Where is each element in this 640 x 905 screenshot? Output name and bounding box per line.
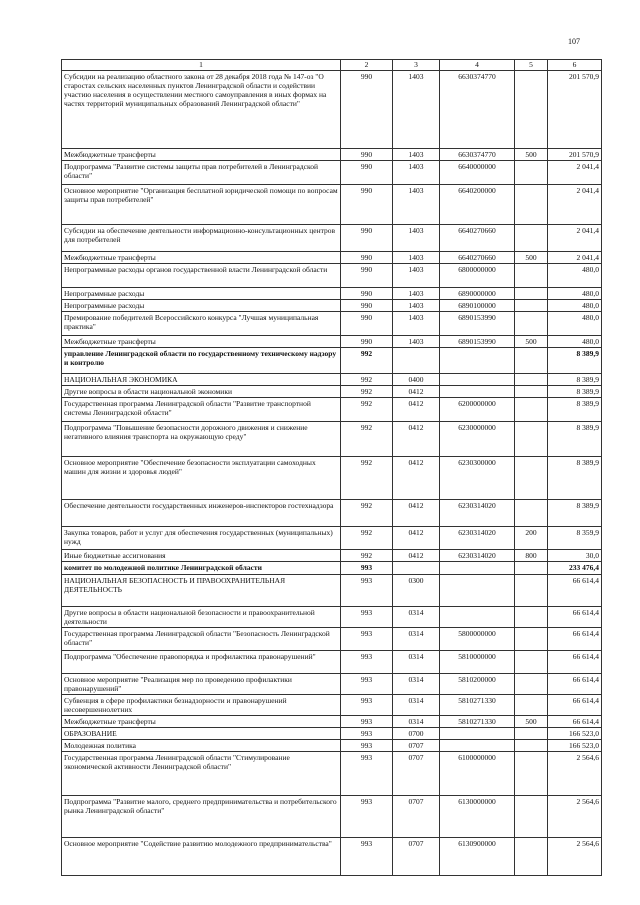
row-expense-type	[515, 348, 548, 374]
budget-table	[61, 59, 602, 876]
row-amount: 8 389,9	[548, 422, 602, 457]
row-target-code: 6230000000	[440, 422, 515, 457]
row-target-code: 6640270660	[440, 225, 515, 252]
table-row	[62, 796, 602, 838]
row-name: Подпрограмма "Развитие малого, среднего предпринимательства и потребительского рынка Ленинградской области"	[62, 796, 341, 838]
row-ministry-code: 993	[341, 740, 393, 752]
row-ministry-code: 990	[341, 252, 393, 264]
row-name: Государственная программа Ленинградской области "Стимулирование экономической активности Ленинградской области"	[62, 752, 341, 796]
row-target-code	[440, 607, 515, 628]
row-section-code: 0412	[393, 457, 440, 500]
row-expense-type	[515, 838, 548, 876]
table-row	[62, 740, 602, 752]
row-section-code	[393, 562, 440, 575]
row-target-code	[440, 348, 515, 374]
row-amount: 233 476,4	[548, 562, 602, 575]
row-ministry-code: 993	[341, 838, 393, 876]
row-target-code: 6640200000	[440, 185, 515, 225]
row-expense-type	[515, 674, 548, 695]
row-amount: 8 389,9	[548, 500, 602, 527]
row-ministry-code: 993	[341, 674, 393, 695]
row-name: Закупка товаров, работ и услуг для обеспечения государственных (муниципальных) нужд	[62, 527, 341, 550]
row-name: Субвенция в сфере профилактики безнадзорности и правонарушений несовершеннолетних	[62, 695, 341, 716]
row-section-code: 1403	[393, 71, 440, 149]
table-row	[62, 422, 602, 457]
table-row	[62, 374, 602, 386]
row-amount: 8 389,9	[548, 374, 602, 386]
row-section-code	[393, 348, 440, 374]
row-name: Непрограммные расходы	[62, 300, 341, 312]
row-expense-type	[515, 386, 548, 398]
table-row	[62, 628, 602, 651]
table-row	[62, 575, 602, 607]
row-section-code: 0707	[393, 740, 440, 752]
table-row	[62, 185, 602, 225]
table-row	[62, 752, 602, 796]
row-target-code: 6100000000	[440, 752, 515, 796]
row-amount: 66 614,4	[548, 575, 602, 607]
row-amount: 2 564,6	[548, 796, 602, 838]
row-amount: 2 041,4	[548, 185, 602, 225]
row-expense-type	[515, 161, 548, 185]
row-ministry-code: 993	[341, 716, 393, 728]
row-section-code: 1403	[393, 264, 440, 288]
row-name: Премирование победителей Всероссийского конкурса "Лучшая муниципальная практика"	[62, 312, 341, 336]
row-expense-type	[515, 575, 548, 607]
row-name: НАЦИОНАЛЬНАЯ ЭКОНОМИКА	[62, 374, 341, 386]
row-target-code: 6890000000	[440, 288, 515, 300]
row-name: Субсидии на реализацию областного закона от 28 декабря 2018 года № 147-оз "О старостах сельских населенных пунктов Ленинградской области и содействии участию населения в осуществлении местного самоуправления в иных формах на частях территорий муниципальных образований Ленинградской области"	[62, 71, 341, 149]
col-header-target: 4	[440, 60, 515, 71]
table-row	[62, 674, 602, 695]
row-name: НАЦИОНАЛЬНАЯ БЕЗОПАСНОСТЬ И ПРАВООХРАНИТЕЛЬНАЯ ДЕЯТЕЛЬНОСТЬ	[62, 575, 341, 607]
row-ministry-code: 993	[341, 607, 393, 628]
row-target-code: 6630374770	[440, 149, 515, 161]
table-row	[62, 71, 602, 149]
table-row	[62, 225, 602, 252]
row-expense-type	[515, 185, 548, 225]
row-name: Непрограммные расходы	[62, 288, 341, 300]
row-amount: 66 614,4	[548, 695, 602, 716]
row-section-code: 1403	[393, 336, 440, 348]
row-expense-type	[515, 796, 548, 838]
row-section-code: 0412	[393, 527, 440, 550]
row-name: Обеспечение деятельности государственных инженеров-инспекторов гостехнадзора	[62, 500, 341, 527]
row-ministry-code: 990	[341, 336, 393, 348]
row-expense-type	[515, 300, 548, 312]
row-name: Субсидии на обеспечение деятельности информационно-консультационных центров для потребителей	[62, 225, 341, 252]
row-amount: 2 041,4	[548, 252, 602, 264]
table-row	[62, 336, 602, 348]
row-section-code: 0412	[393, 550, 440, 562]
row-name: Молодежная политика	[62, 740, 341, 752]
row-name: Основное мероприятие "Содействие развитию молодежного предпринимательства"	[62, 838, 341, 876]
row-expense-type	[515, 264, 548, 288]
row-ministry-code: 993	[341, 695, 393, 716]
row-target-code: 6640270660	[440, 252, 515, 264]
col-header-ministry: 2	[341, 60, 393, 71]
table-row	[62, 300, 602, 312]
row-expense-type	[515, 695, 548, 716]
row-target-code: 5810271330	[440, 695, 515, 716]
col-header-expense-type: 5	[515, 60, 548, 71]
row-expense-type	[515, 225, 548, 252]
row-ministry-code: 992	[341, 457, 393, 500]
row-name: управление Ленинградской области по государственному техническому надзору и контролю	[62, 348, 341, 374]
row-expense-type: 500	[515, 336, 548, 348]
table-row	[62, 838, 602, 876]
row-section-code: 1403	[393, 161, 440, 185]
row-target-code	[440, 374, 515, 386]
row-name: Государственная программа Ленинградской области "Развитие транспортной системы Ленинградской области"	[62, 398, 341, 422]
row-section-code: 0314	[393, 674, 440, 695]
row-target-code: 6890153990	[440, 336, 515, 348]
table-row	[62, 728, 602, 740]
table-row	[62, 716, 602, 728]
row-section-code: 1403	[393, 149, 440, 161]
row-target-code: 6230314020	[440, 500, 515, 527]
row-section-code: 1403	[393, 225, 440, 252]
row-expense-type	[515, 457, 548, 500]
row-ministry-code: 992	[341, 348, 393, 374]
table-row	[62, 312, 602, 336]
row-section-code: 0700	[393, 728, 440, 740]
row-expense-type	[515, 71, 548, 149]
row-target-code	[440, 562, 515, 575]
row-amount: 8 389,9	[548, 398, 602, 422]
row-name: Государственная программа Ленинградской области "Безопасность Ленинградской области"	[62, 628, 341, 651]
row-ministry-code: 993	[341, 575, 393, 607]
row-target-code: 6130000000	[440, 796, 515, 838]
row-name: Межбюджетные трансферты	[62, 716, 341, 728]
row-amount: 166 523,0	[548, 728, 602, 740]
row-name: Основное мероприятие "Организация бесплатной юридической помощи по вопросам защиты прав потребителей"	[62, 185, 341, 225]
table-row	[62, 500, 602, 527]
row-ministry-code: 993	[341, 752, 393, 796]
row-amount: 480,0	[548, 288, 602, 300]
row-target-code	[440, 575, 515, 607]
row-section-code: 0412	[393, 422, 440, 457]
row-name: ОБРАЗОВАНИЕ	[62, 728, 341, 740]
row-amount: 8 389,9	[548, 386, 602, 398]
row-section-code: 0707	[393, 752, 440, 796]
row-amount: 201 570,9	[548, 149, 602, 161]
row-target-code: 6800000000	[440, 264, 515, 288]
table-row	[62, 398, 602, 422]
row-expense-type	[515, 752, 548, 796]
row-expense-type	[515, 500, 548, 527]
row-expense-type	[515, 607, 548, 628]
row-name: Межбюджетные трансферты	[62, 149, 341, 161]
row-amount: 480,0	[548, 300, 602, 312]
row-section-code: 0314	[393, 651, 440, 674]
row-section-code: 0707	[393, 838, 440, 876]
row-name: Непрограммные расходы органов государственной власти Ленинградской области	[62, 264, 341, 288]
row-expense-type	[515, 374, 548, 386]
table-row	[62, 149, 602, 161]
row-amount: 2 564,6	[548, 752, 602, 796]
row-ministry-code: 993	[341, 628, 393, 651]
row-section-code: 1403	[393, 288, 440, 300]
row-ministry-code: 992	[341, 550, 393, 562]
table-row	[62, 695, 602, 716]
row-ministry-code: 992	[341, 527, 393, 550]
row-name: Межбюджетные трансферты	[62, 336, 341, 348]
row-expense-type: 500	[515, 716, 548, 728]
row-expense-type	[515, 651, 548, 674]
row-amount: 66 614,4	[548, 651, 602, 674]
row-section-code: 0412	[393, 398, 440, 422]
row-ministry-code: 992	[341, 386, 393, 398]
row-amount: 480,0	[548, 264, 602, 288]
row-target-code	[440, 386, 515, 398]
row-amount: 8 389,9	[548, 348, 602, 374]
row-target-code: 6200000000	[440, 398, 515, 422]
row-expense-type	[515, 422, 548, 457]
row-ministry-code: 993	[341, 651, 393, 674]
row-target-code: 5810271330	[440, 716, 515, 728]
col-header-amount: 6	[548, 60, 602, 71]
row-expense-type: 500	[515, 252, 548, 264]
row-section-code: 0314	[393, 716, 440, 728]
row-section-code: 0300	[393, 575, 440, 607]
row-target-code: 6230300000	[440, 457, 515, 500]
row-amount: 8 359,9	[548, 527, 602, 550]
row-name: комитет по молодежной политике Ленинградской области	[62, 562, 341, 575]
row-amount: 66 614,4	[548, 628, 602, 651]
row-ministry-code: 992	[341, 398, 393, 422]
row-section-code: 0707	[393, 796, 440, 838]
row-amount: 2 564,6	[548, 838, 602, 876]
row-ministry-code: 992	[341, 374, 393, 386]
row-target-code: 5800000000	[440, 628, 515, 651]
row-target-code: 6230314020	[440, 527, 515, 550]
row-ministry-code: 993	[341, 796, 393, 838]
row-amount: 66 614,4	[548, 607, 602, 628]
table-row	[62, 386, 602, 398]
row-name: Подпрограмма "Повышение безопасности дорожного движения и снижение негативного влияния транспорта на окружающую среду"	[62, 422, 341, 457]
row-name: Другие вопросы в области национальной безопасности и правоохранительной деятельности	[62, 607, 341, 628]
row-target-code: 6890153990	[440, 312, 515, 336]
row-name: Подпрограмма "Обеспечение правопорядка и профилактика правонарушений"	[62, 651, 341, 674]
row-target-code: 6630374770	[440, 71, 515, 149]
row-amount: 30,0	[548, 550, 602, 562]
table-row	[62, 607, 602, 628]
row-name: Иные бюджетные ассигнования	[62, 550, 341, 562]
row-target-code: 6230314020	[440, 550, 515, 562]
row-amount: 166 523,0	[548, 740, 602, 752]
row-ministry-code: 990	[341, 288, 393, 300]
row-ministry-code: 992	[341, 422, 393, 457]
table-row	[62, 527, 602, 550]
row-name: Основное мероприятие "Обеспечение безопасности эксплуатации самоходных машин для жизни и здоровья людей"	[62, 457, 341, 500]
row-ministry-code: 990	[341, 161, 393, 185]
row-expense-type	[515, 740, 548, 752]
row-section-code: 0314	[393, 628, 440, 651]
table-row	[62, 348, 602, 374]
row-target-code	[440, 740, 515, 752]
col-header-name: 1	[62, 60, 341, 71]
row-ministry-code: 990	[341, 300, 393, 312]
col-header-section: 3	[393, 60, 440, 71]
row-name: Основное мероприятие "Реализация мер по проведению профилактики правонарушений"	[62, 674, 341, 695]
row-target-code	[440, 728, 515, 740]
row-expense-type: 200	[515, 527, 548, 550]
row-ministry-code: 990	[341, 225, 393, 252]
row-section-code: 0412	[393, 500, 440, 527]
row-amount: 480,0	[548, 336, 602, 348]
page-number: 107	[568, 37, 580, 46]
row-target-code: 6640000000	[440, 161, 515, 185]
row-ministry-code: 990	[341, 185, 393, 225]
row-section-code: 1403	[393, 300, 440, 312]
row-section-code: 1403	[393, 252, 440, 264]
row-expense-type	[515, 288, 548, 300]
row-name: Другие вопросы в области национальной экономики	[62, 386, 341, 398]
table-row	[62, 651, 602, 674]
row-target-code: 6890100000	[440, 300, 515, 312]
row-ministry-code: 990	[341, 149, 393, 161]
row-expense-type: 500	[515, 149, 548, 161]
row-expense-type	[515, 628, 548, 651]
row-section-code: 1403	[393, 185, 440, 225]
row-ministry-code: 990	[341, 264, 393, 288]
row-expense-type: 800	[515, 550, 548, 562]
row-name: Межбюджетные трансферты	[62, 252, 341, 264]
row-target-code: 5810000000	[440, 651, 515, 674]
row-ministry-code: 993	[341, 728, 393, 740]
table-row	[62, 161, 602, 185]
row-section-code: 0314	[393, 607, 440, 628]
row-target-code: 5810200000	[440, 674, 515, 695]
table-row	[62, 264, 602, 288]
row-ministry-code: 990	[341, 71, 393, 149]
row-amount: 480,0	[548, 312, 602, 336]
row-expense-type	[515, 312, 548, 336]
table-row	[62, 288, 602, 300]
table-row	[62, 550, 602, 562]
row-section-code: 0412	[393, 386, 440, 398]
row-amount: 2 041,4	[548, 225, 602, 252]
table-row	[62, 562, 602, 575]
row-expense-type	[515, 398, 548, 422]
row-amount: 8 389,9	[548, 457, 602, 500]
row-section-code: 0314	[393, 695, 440, 716]
row-expense-type	[515, 562, 548, 575]
row-amount: 2 041,4	[548, 161, 602, 185]
row-amount: 66 614,4	[548, 716, 602, 728]
row-ministry-code: 993	[341, 562, 393, 575]
row-target-code: 6130900000	[440, 838, 515, 876]
row-ministry-code: 990	[341, 312, 393, 336]
row-ministry-code: 992	[341, 500, 393, 527]
table-header-row	[62, 60, 602, 71]
row-amount: 201 570,9	[548, 71, 602, 149]
row-amount: 66 614,4	[548, 674, 602, 695]
table-row	[62, 457, 602, 500]
row-section-code: 0400	[393, 374, 440, 386]
row-name: Подпрограмма "Развитие системы защиты прав потребителей в Ленинградской области"	[62, 161, 341, 185]
table-row	[62, 252, 602, 264]
row-expense-type	[515, 728, 548, 740]
row-section-code: 1403	[393, 312, 440, 336]
